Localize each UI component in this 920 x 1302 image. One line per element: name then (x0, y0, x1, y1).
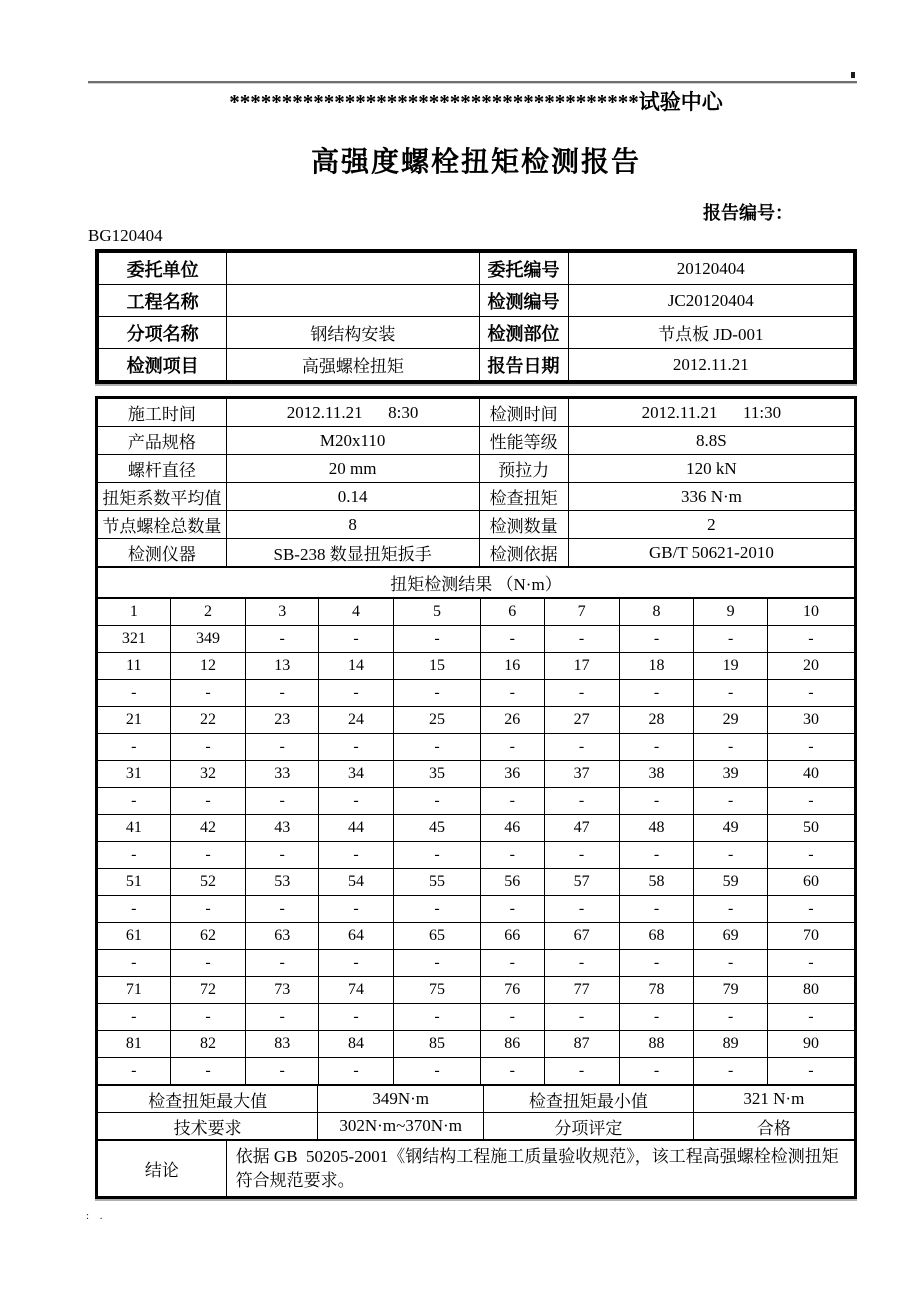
torque-value-cell: 349 (170, 626, 246, 653)
torque-value-cell: - (694, 788, 767, 815)
bolt-number-cell: 18 (619, 653, 694, 680)
bolt-number-cell: 61 (98, 923, 171, 950)
bolt-number-cell: 30 (767, 707, 854, 734)
torque-value-cell: - (246, 1058, 319, 1085)
bolt-index-row (98, 869, 855, 896)
bolt-number-cell: 27 (544, 707, 619, 734)
field-label-cell: 扭矩系数平均值 (98, 483, 227, 511)
bolt-number-cell: 7 (544, 599, 619, 626)
info-row (98, 427, 855, 455)
torque-value-cell: - (481, 1004, 545, 1031)
torque-value-cell: - (246, 788, 319, 815)
results-header-section (97, 567, 855, 598)
torque-value-cell: - (393, 950, 480, 977)
bolt-index-row (98, 707, 855, 734)
bolt-number-cell: 38 (619, 761, 694, 788)
bolt-index-row (98, 653, 855, 680)
torque-value-cell: - (393, 1058, 480, 1085)
torque-value-cell: - (767, 896, 854, 923)
torque-value-cell: - (170, 896, 246, 923)
torque-value-cell: - (319, 1058, 394, 1085)
torque-value-cell: - (98, 1058, 171, 1085)
bolt-number-cell: 79 (694, 977, 767, 1004)
bolt-number-cell: 49 (694, 815, 767, 842)
info-row (98, 539, 855, 567)
tech-requirement-value: 302N·m~370N·m (318, 1113, 484, 1140)
bolt-number-cell: 42 (170, 815, 246, 842)
torque-value-cell: - (694, 680, 767, 707)
torque-value-cell: - (98, 896, 171, 923)
torque-value-cell: - (544, 626, 619, 653)
bolt-number-cell: 74 (319, 977, 394, 1004)
torque-value-row (98, 842, 855, 869)
bolt-number-cell: 46 (481, 815, 545, 842)
conclusion-label: 结论 (98, 1141, 227, 1197)
max-torque-value: 349N·m (318, 1086, 484, 1113)
info-row (99, 285, 854, 317)
field-label-cell: 检测依据 (479, 539, 568, 567)
torque-value-cell: - (694, 734, 767, 761)
bolt-number-cell: 8 (619, 599, 694, 626)
bolt-index-row (98, 923, 855, 950)
bolt-number-cell: 20 (767, 653, 854, 680)
torque-value-cell: - (481, 788, 545, 815)
torque-value-cell: - (319, 626, 394, 653)
torque-value-cell: - (694, 626, 767, 653)
bolt-number-cell: 59 (694, 869, 767, 896)
torque-value-cell: - (619, 788, 694, 815)
field-label-cell: 检测时间 (479, 399, 568, 427)
field-label-cell: 工程名称 (99, 285, 227, 317)
bolt-number-cell: 14 (319, 653, 394, 680)
field-label-cell: 检测项目 (99, 349, 227, 381)
torque-value-cell: - (393, 896, 480, 923)
bolt-number-cell: 11 (98, 653, 171, 680)
torque-value-cell: - (481, 680, 545, 707)
footer-mark: : . (86, 1210, 107, 1222)
torque-value-cell: - (544, 734, 619, 761)
torque-value-cell: - (619, 842, 694, 869)
bolt-number-cell: 53 (246, 869, 319, 896)
field-value-cell: SB-238 数显扭矩扳手 (226, 539, 479, 567)
torque-value-cell: - (544, 788, 619, 815)
bolt-number-cell: 51 (98, 869, 171, 896)
bolt-number-cell: 86 (481, 1031, 545, 1058)
torque-value-cell: - (319, 896, 394, 923)
torque-value-cell: - (319, 680, 394, 707)
summary-row-requirement (98, 1113, 855, 1140)
torque-value-cell: - (619, 896, 694, 923)
torque-value-cell: - (170, 1004, 246, 1031)
bolt-number-cell: 87 (544, 1031, 619, 1058)
bolt-number-cell: 85 (393, 1031, 480, 1058)
field-value-cell: 钢结构安装 (227, 317, 479, 349)
bolt-number-cell: 66 (481, 923, 545, 950)
corner-mark (851, 72, 855, 78)
torque-value-cell: - (246, 842, 319, 869)
torque-value-row (98, 1058, 855, 1085)
bolt-number-cell: 47 (544, 815, 619, 842)
field-label-cell: 性能等级 (479, 427, 568, 455)
torque-value-cell: - (544, 950, 619, 977)
bolt-number-cell: 37 (544, 761, 619, 788)
torque-value-cell: - (98, 842, 171, 869)
conclusion-row (98, 1141, 855, 1197)
bolt-number-cell: 40 (767, 761, 854, 788)
field-value-cell: JC20120404 (568, 285, 853, 317)
torque-value-cell: - (619, 734, 694, 761)
torque-value-cell: - (170, 680, 246, 707)
torque-value-cell: - (246, 626, 319, 653)
field-label-cell: 报告日期 (479, 349, 568, 381)
field-value-cell: 0.14 (226, 483, 479, 511)
bolt-number-cell: 69 (694, 923, 767, 950)
torque-value-cell: - (767, 1004, 854, 1031)
field-label-cell: 检测部位 (479, 317, 568, 349)
torque-value-cell: - (619, 680, 694, 707)
bolt-number-cell: 72 (170, 977, 246, 1004)
bolt-number-cell: 23 (246, 707, 319, 734)
torque-value-cell: - (393, 788, 480, 815)
torque-value-cell: - (170, 788, 246, 815)
conclusion-text: 依据 GB 50205-2001《钢结构工程施工质量验收规范》，该工程高强螺栓检测扭矩符合规范要求。 (226, 1141, 854, 1197)
torque-value-cell: - (98, 788, 171, 815)
bolt-number-cell: 45 (393, 815, 480, 842)
bolt-number-cell: 67 (544, 923, 619, 950)
torque-value-row (98, 734, 855, 761)
torque-value-cell: - (619, 1004, 694, 1031)
field-label-cell: 分项名称 (99, 317, 227, 349)
torque-value-cell: - (246, 896, 319, 923)
field-label-cell: 检测仪器 (98, 539, 227, 567)
results-header: 扭矩检测结果 （N·m） (98, 568, 855, 598)
test-results-table (95, 396, 857, 1199)
bolt-number-cell: 6 (481, 599, 545, 626)
field-label-cell: 检测编号 (479, 285, 568, 317)
bolt-number-cell: 26 (481, 707, 545, 734)
torque-value-cell: - (481, 842, 545, 869)
field-label-cell: 检测数量 (479, 511, 568, 539)
torque-value-row (98, 950, 855, 977)
torque-value-cell: - (170, 950, 246, 977)
bolt-number-cell: 64 (319, 923, 394, 950)
field-value-cell: 高强螺栓扭矩 (227, 349, 479, 381)
field-label-cell: 预拉力 (479, 455, 568, 483)
test-params-section (97, 398, 855, 567)
torque-value-cell: - (170, 842, 246, 869)
torque-value-cell: - (694, 842, 767, 869)
torque-value-cell: - (619, 626, 694, 653)
bolt-number-cell: 13 (246, 653, 319, 680)
torque-value-cell: - (246, 734, 319, 761)
torque-value-cell: - (393, 842, 480, 869)
document-number: BG120404 (88, 226, 163, 245)
torque-value-row (98, 680, 855, 707)
info-row (99, 317, 854, 349)
bolt-number-cell: 89 (694, 1031, 767, 1058)
info-row (98, 455, 855, 483)
bolt-number-cell: 65 (393, 923, 480, 950)
torque-value-cell: - (767, 734, 854, 761)
torque-value-row (98, 1004, 855, 1031)
torque-value-cell: - (246, 680, 319, 707)
bolt-number-cell: 80 (767, 977, 854, 1004)
field-label-cell: 委托编号 (479, 253, 568, 285)
bolt-number-cell: 16 (481, 653, 545, 680)
sub-item-eval-label: 分项评定 (484, 1113, 694, 1140)
bolt-number-cell: 9 (694, 599, 767, 626)
bolt-number-cell: 4 (319, 599, 394, 626)
field-value-cell: 2012.11.21 11:30 (568, 399, 854, 427)
torque-value-cell: - (544, 1058, 619, 1085)
torque-value-cell: - (619, 1058, 694, 1085)
bolt-number-cell: 81 (98, 1031, 171, 1058)
torque-value-cell: - (767, 842, 854, 869)
torque-value-cell: - (481, 896, 545, 923)
torque-value-row (98, 788, 855, 815)
field-value-cell: 节点板 JD-001 (568, 317, 853, 349)
bolt-number-cell: 50 (767, 815, 854, 842)
field-value-cell: GB/T 50621-2010 (568, 539, 854, 567)
bolt-number-cell: 83 (246, 1031, 319, 1058)
bolt-index-row (98, 815, 855, 842)
bolt-number-cell: 12 (170, 653, 246, 680)
bolt-number-cell: 44 (319, 815, 394, 842)
results-header-row (98, 568, 855, 598)
torque-value-cell: - (393, 734, 480, 761)
header-rule (88, 81, 857, 84)
torque-value-cell: - (767, 680, 854, 707)
torque-value-cell: - (246, 1004, 319, 1031)
info-row (99, 253, 854, 285)
bolt-index-row (98, 599, 855, 626)
tech-requirement-label: 技术要求 (98, 1113, 318, 1140)
torque-value-cell: - (170, 734, 246, 761)
torque-value-cell: - (319, 950, 394, 977)
torque-value-cell: - (319, 734, 394, 761)
torque-value-cell: - (393, 680, 480, 707)
bolt-number-cell: 48 (619, 815, 694, 842)
min-torque-label: 检查扭矩最小值 (484, 1086, 694, 1113)
bolt-number-cell: 56 (481, 869, 545, 896)
bolt-index-row (98, 1031, 855, 1058)
torque-value-cell: - (98, 734, 171, 761)
bolt-number-cell: 90 (767, 1031, 854, 1058)
test-center-name: ***************************************试验中心 (229, 90, 723, 114)
bolt-number-cell: 5 (393, 599, 480, 626)
torque-value-cell: - (767, 788, 854, 815)
info-row (98, 511, 855, 539)
torque-value-cell: - (694, 896, 767, 923)
bolt-number-cell: 73 (246, 977, 319, 1004)
field-label-cell: 施工时间 (98, 399, 227, 427)
info-row (99, 349, 854, 381)
bolt-number-cell: 84 (319, 1031, 394, 1058)
torque-value-cell: - (767, 1058, 854, 1085)
field-value-cell: 2 (568, 511, 854, 539)
info-row (98, 483, 855, 511)
torque-value-cell: - (481, 734, 545, 761)
torque-value-cell: - (246, 950, 319, 977)
field-label-cell: 检查扭矩 (479, 483, 568, 511)
bolt-number-cell: 28 (619, 707, 694, 734)
field-value-cell: 2012.11.21 8:30 (226, 399, 479, 427)
field-value-cell: M20x110 (226, 427, 479, 455)
bolt-number-cell: 31 (98, 761, 171, 788)
torque-value-cell: - (319, 788, 394, 815)
summary-row-max-min (98, 1086, 855, 1113)
field-value-cell: 120 kN (568, 455, 854, 483)
bolt-number-cell: 36 (481, 761, 545, 788)
bolt-number-cell: 1 (98, 599, 171, 626)
torque-value-cell: - (694, 950, 767, 977)
bolt-number-cell: 17 (544, 653, 619, 680)
torque-value-cell: - (393, 626, 480, 653)
sub-item-eval-value: 合格 (693, 1113, 854, 1140)
torque-value-cell: - (767, 626, 854, 653)
max-torque-label: 检查扭矩最大值 (98, 1086, 318, 1113)
info-row (98, 399, 855, 427)
bolt-number-cell: 57 (544, 869, 619, 896)
torque-value-cell: - (319, 842, 394, 869)
field-value-cell: 20 mm (226, 455, 479, 483)
bolt-number-cell: 70 (767, 923, 854, 950)
bolt-number-cell: 68 (619, 923, 694, 950)
bolt-index-row (98, 977, 855, 1004)
torque-value-cell: - (544, 1004, 619, 1031)
summary-section (97, 1085, 855, 1140)
bolt-number-cell: 52 (170, 869, 246, 896)
bolt-number-cell: 41 (98, 815, 171, 842)
torque-value-cell: - (393, 1004, 480, 1031)
bolt-number-cell: 19 (694, 653, 767, 680)
field-value-cell: 2012.11.21 (568, 349, 853, 381)
bolt-number-cell: 3 (246, 599, 319, 626)
torque-results-grid (97, 598, 855, 1085)
torque-value-cell: - (544, 842, 619, 869)
bolt-number-cell: 60 (767, 869, 854, 896)
torque-value-cell: - (694, 1004, 767, 1031)
bolt-number-cell: 54 (319, 869, 394, 896)
conclusion-section (97, 1140, 855, 1197)
bolt-number-cell: 15 (393, 653, 480, 680)
bolt-number-cell: 55 (393, 869, 480, 896)
torque-value-cell: - (481, 950, 545, 977)
bolt-number-cell: 62 (170, 923, 246, 950)
torque-value-row (98, 896, 855, 923)
report-number-label: 报告编号： (703, 203, 793, 223)
torque-value-cell: - (767, 950, 854, 977)
bolt-number-cell: 25 (393, 707, 480, 734)
bolt-number-cell: 82 (170, 1031, 246, 1058)
bolt-number-cell: 2 (170, 599, 246, 626)
torque-value-cell: - (319, 1004, 394, 1031)
bolt-number-cell: 29 (694, 707, 767, 734)
field-label-cell: 委托单位 (99, 253, 227, 285)
torque-value-cell: 321 (98, 626, 171, 653)
torque-value-cell: - (694, 1058, 767, 1085)
bolt-index-row (98, 761, 855, 788)
torque-value-cell: - (619, 950, 694, 977)
torque-value-row (98, 626, 855, 653)
bolt-number-cell: 78 (619, 977, 694, 1004)
torque-value-cell: - (98, 680, 171, 707)
torque-value-cell: - (98, 1004, 171, 1031)
torque-value-cell: - (481, 626, 545, 653)
field-value-cell: 336 N·m (568, 483, 854, 511)
field-label-cell: 节点螺栓总数量 (98, 511, 227, 539)
bolt-number-cell: 10 (767, 599, 854, 626)
field-value-cell: 8.8S (568, 427, 854, 455)
bolt-number-cell: 76 (481, 977, 545, 1004)
bolt-number-cell: 39 (694, 761, 767, 788)
bolt-number-cell: 71 (98, 977, 171, 1004)
torque-value-cell: - (170, 1058, 246, 1085)
torque-value-cell: - (544, 680, 619, 707)
bolt-number-cell: 21 (98, 707, 171, 734)
bolt-number-cell: 24 (319, 707, 394, 734)
field-value-cell: 20120404 (568, 253, 853, 285)
bolt-number-cell: 33 (246, 761, 319, 788)
torque-value-cell: - (544, 896, 619, 923)
field-label-cell: 螺杆直径 (98, 455, 227, 483)
commission-info-table (95, 249, 857, 384)
torque-value-cell: - (98, 950, 171, 977)
bolt-number-cell: 58 (619, 869, 694, 896)
bolt-number-cell: 35 (393, 761, 480, 788)
bolt-number-cell: 22 (170, 707, 246, 734)
bolt-number-cell: 77 (544, 977, 619, 1004)
report-title: 高强度螺栓扭矩检测报告 (310, 146, 641, 177)
min-torque-value: 321 N·m (693, 1086, 854, 1113)
field-value-cell: 8 (226, 511, 479, 539)
bolt-number-cell: 32 (170, 761, 246, 788)
bolt-number-cell: 63 (246, 923, 319, 950)
torque-value-cell: - (481, 1058, 545, 1085)
bolt-number-cell: 43 (246, 815, 319, 842)
field-label-cell: 产品规格 (98, 427, 227, 455)
bolt-number-cell: 34 (319, 761, 394, 788)
field-value-cell (227, 285, 479, 317)
field-value-cell (227, 253, 479, 285)
bolt-number-cell: 88 (619, 1031, 694, 1058)
bolt-number-cell: 75 (393, 977, 480, 1004)
